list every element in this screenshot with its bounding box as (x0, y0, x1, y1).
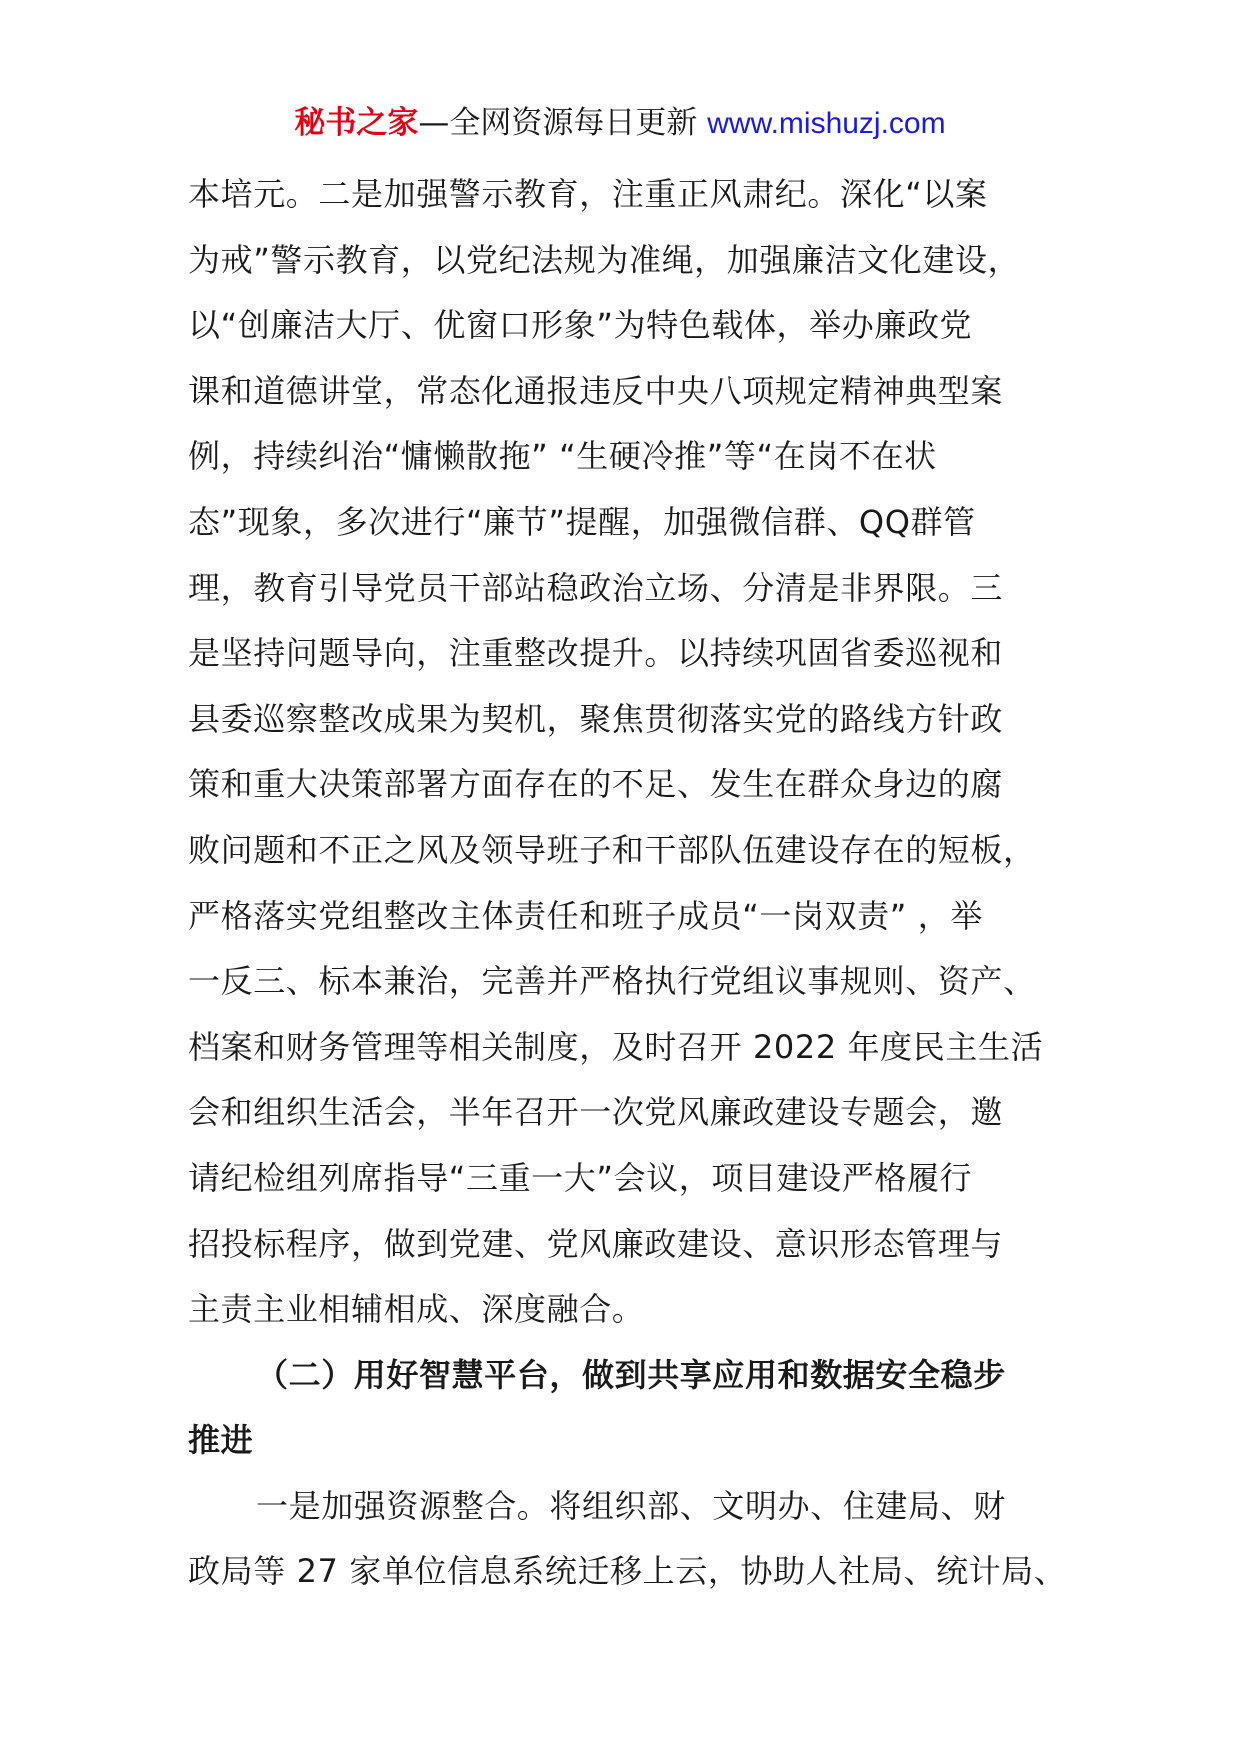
section-heading-line: （二）用好智慧平台，做到共享应用和数据安全稳步 (256, 1355, 1006, 1394)
paragraph-line: 档案和财务管理等相关制度，及时召开 2022 年度民主生活 (188, 1027, 1044, 1066)
brand-name: 秘书之家 (294, 105, 419, 141)
document-body (188, 162, 1068, 1605)
paragraph-line: 态”现象，多次进行“廉节”提醒，加强微信群、QQ群管 (188, 502, 976, 541)
paragraph-line: 一是加强资源整合。将组织部、文明办、住建局、财 (256, 1486, 1006, 1525)
paragraph-line: 招投标程序，做到党建、党风廉政建设、意识形态管理与 (188, 1224, 1004, 1263)
paragraph-line: 严格落实党组整改主体责任和班子成员“一岗双责” ，举 (188, 896, 983, 935)
section-heading-line: 推进 (188, 1421, 254, 1460)
header-tagline: —全网资源每日更新 (418, 105, 698, 141)
paragraph-line: 本培元。二是加强警示教育，注重正风肃纪。深化“以案 (188, 175, 988, 213)
paragraph-line: 主责主业相辅相成、深度融合。 (188, 1290, 645, 1329)
paragraph-line: 请纪检组列席指导“三重一大”会议，项目建设严格履行 (188, 1158, 973, 1197)
paragraph-line: 以“创廉洁大厅、优窗口形象”为特色载体，举办廉政党 (188, 306, 973, 345)
paragraph-line: 一反三、标本兼治，完善并严格执行党组议事规则、资产、 (188, 962, 1036, 1001)
paragraph-line: 为戒”警示教育，以党纪法规为准绳，加强廉洁文化建设， (188, 240, 1021, 279)
paragraph-line: 课和道德讲堂，常态化通报违反中央八项规定精神典型案 (188, 371, 1004, 410)
paragraph-line: 策和重大决策部署方面存在的不足、发生在群众身边的腐 (188, 765, 1004, 804)
paragraph-line: 是坚持问题导向，注重整改提升。以持续巩固省委巡视和 (188, 634, 1004, 673)
website-link[interactable]: www.mishuzj.com (707, 107, 946, 140)
paragraph-line: 理，教育引导党员干部站稳政治立场、分清是非界限。三 (188, 568, 1004, 607)
paragraph-line: 例，持续纠治“慵懒散拖” “生硬冷推”等“在岗不在状 (188, 437, 937, 476)
paragraph-line: 政局等 27 家单位信息系统迁移上云，协助人社局、统计局、 (188, 1552, 1067, 1591)
paragraph-line: 会和组织生活会，半年召开一次党风廉政建设专题会，邀 (188, 1093, 1004, 1132)
page-header (0, 101, 1240, 146)
paragraph-line: 败问题和不正之风及领导班子和干部队伍建设存在的短板， (188, 830, 1036, 869)
paragraph-line: 县委巡察整改成果为契机，聚焦贯彻落实党的路线方针政 (188, 699, 1004, 738)
